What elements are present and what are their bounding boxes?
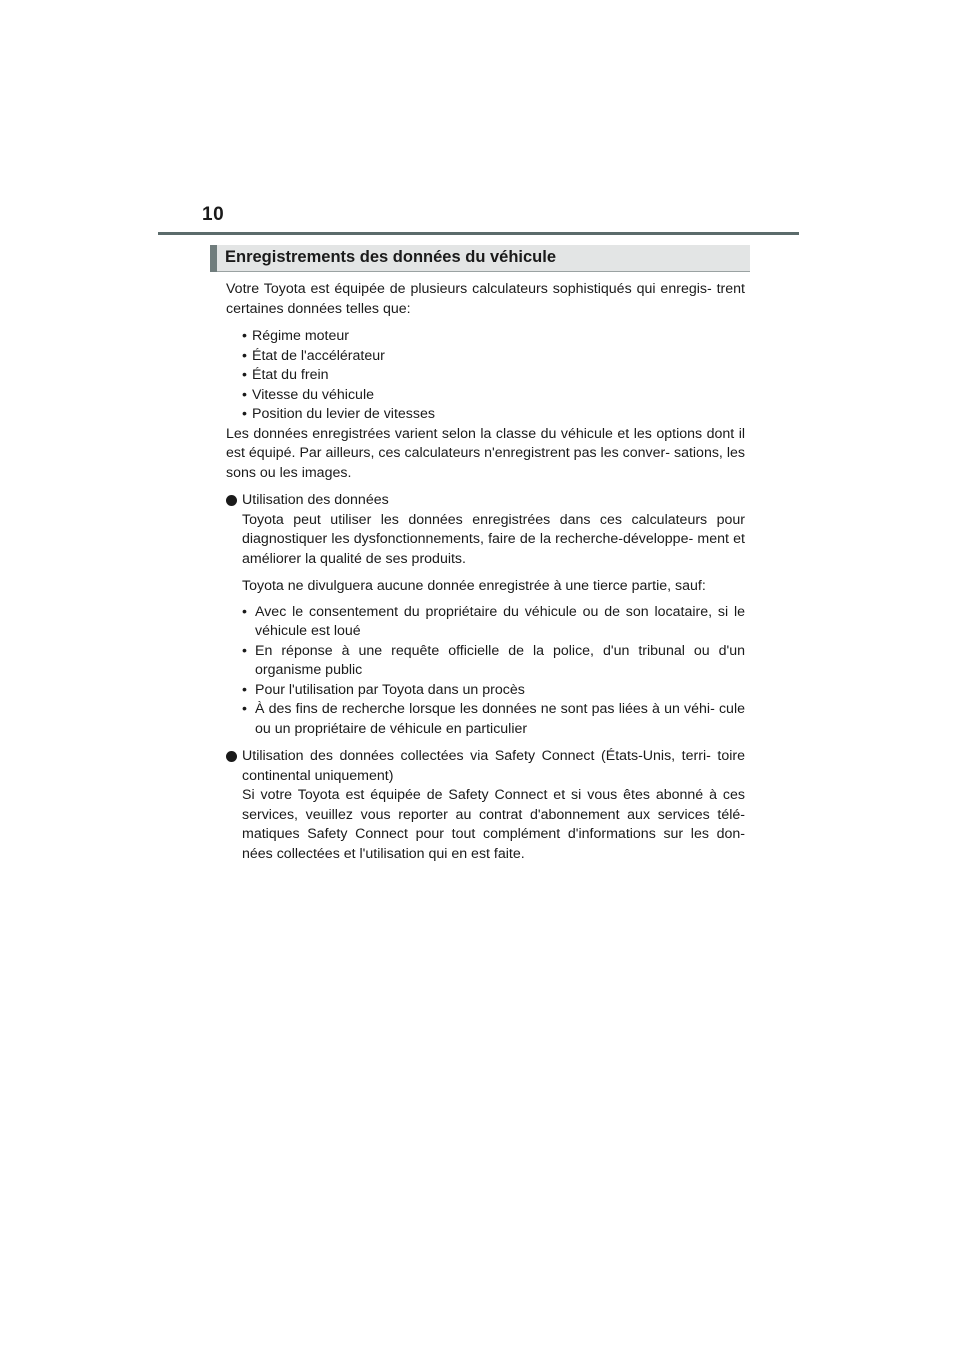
list-item: • Avec le consentement du propriétaire du véhicule ou de son locataire, si le véhicule est loué <box>242 603 745 639</box>
list-item: • Régime moteur <box>226 327 745 347</box>
safety-connect-body: Si votre Toyota est équipée de Safety Connect et si vous êtes abonné à ces services, veuillez vous reporter au contrat d'abonnement aux services télé- matiques Safety Connect pour tout complément d'informations sur les don- nées collectées et l'utilisation qui en est faite. <box>242 787 745 862</box>
variance-paragraph: Les données enregistrées varient selon la classe du véhicule et les options dont il est équipé. Par ailleurs, ces calculateurs n'enregistrent pas les conver- sations, les sons ou les images. <box>226 425 745 481</box>
list-item: • À des fins de recherche lorsque les données ne sont pas liées à un véhi- cule ou un propriétaire de véhicule en particulier <box>242 701 745 737</box>
header-rule <box>158 232 799 235</box>
content-body <box>226 280 745 864</box>
usage-heading: Utilisation des données <box>242 492 389 508</box>
list-item: • En réponse à une requête officielle de la police, d'un tribunal ou d'un organisme public <box>242 642 745 678</box>
usage-section <box>226 491 745 739</box>
disclosure-text: Toyota ne divulguera aucune donnée enregistrée à une tierce partie, sauf: <box>242 578 706 594</box>
bullet-dot-icon: • <box>242 406 247 422</box>
bullet-dot-icon: • <box>242 347 247 364</box>
usage-body: Toyota peut utiliser les données enregistrées dans ces calculateurs pour diagnostiquer les dysfonctionnements, faire de la recherche-développe- ment et améliorer la qualité de ses produits. <box>242 511 745 567</box>
bullet-dot-icon: • <box>242 681 247 698</box>
section-header-accent-bar <box>210 245 217 272</box>
filled-circle-bullet-icon <box>226 495 237 506</box>
section-header <box>210 245 750 272</box>
bullet-dot-icon: • <box>242 701 247 717</box>
bullet-dot-icon: • <box>242 328 247 344</box>
list-item: • État du frein <box>226 366 745 386</box>
filled-circle-bullet-icon <box>226 751 237 762</box>
list-item: • Pour l'utilisation par Toyota dans un procès <box>242 681 745 701</box>
exceptions-list <box>242 603 745 740</box>
intro-paragraph: Votre Toyota est équipée de plusieurs calculateurs sophistiqués qui enregis- trent certaines données telles que: <box>226 281 745 317</box>
bullet-dot-icon: • <box>242 603 247 620</box>
list-item: • Vitesse du véhicule <box>226 386 745 406</box>
section-title: Enregistrements des données du véhicule <box>225 248 557 266</box>
bullet-dot-icon: • <box>242 386 247 403</box>
safety-connect-section <box>226 747 745 864</box>
list-item: • Position du levier de vitesses <box>226 405 745 425</box>
list-item: • État de l'accélérateur <box>226 347 745 367</box>
bullet-dot-icon: • <box>242 642 247 659</box>
safety-connect-heading: Utilisation des données collectées via Safety Connect (États-Unis, terri- toire continental uniquement) <box>242 748 745 784</box>
page-number: 10 <box>202 204 225 225</box>
recorded-items-list <box>226 327 745 425</box>
bullet-dot-icon: • <box>242 367 247 383</box>
